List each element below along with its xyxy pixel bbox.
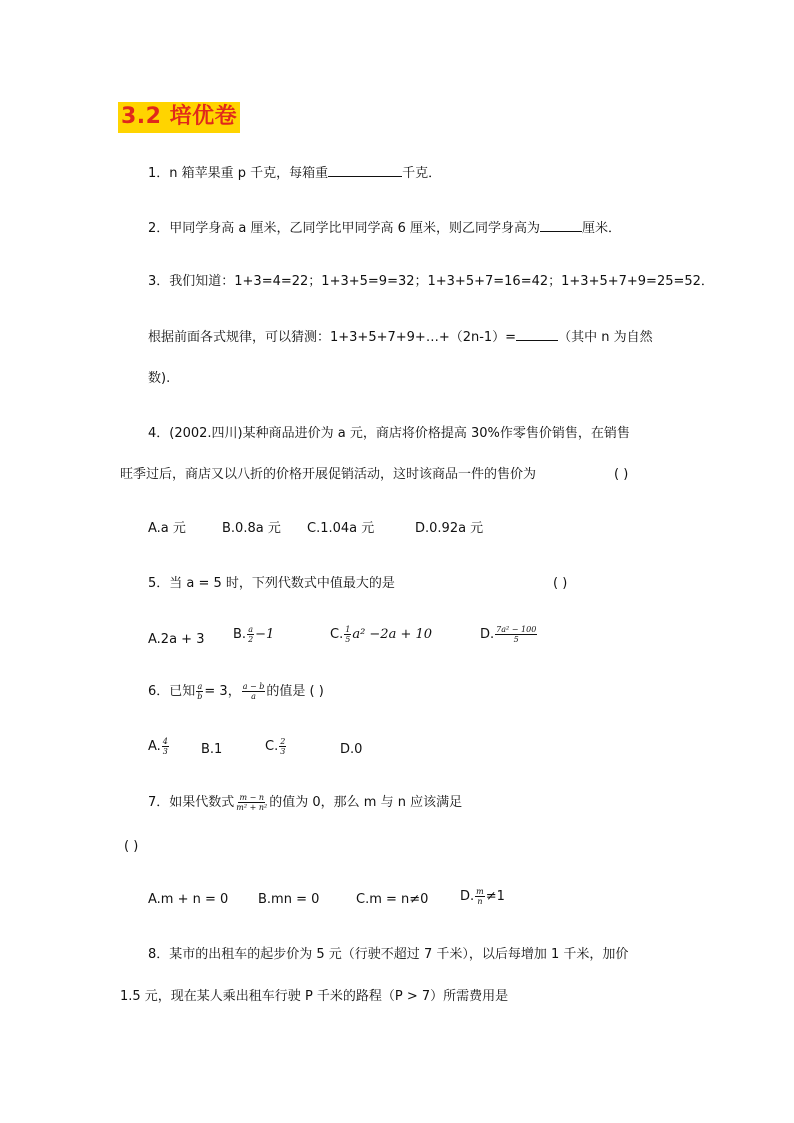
fraction: $\frac{m}{n}$ <box>476 887 484 906</box>
fraction: $\frac{a}{2}$ <box>248 625 254 644</box>
question-7-option-a[interactable]: A.m + n = 0 <box>148 892 229 907</box>
question-2-suffix: 厘米． <box>582 221 622 236</box>
question-4-option-a[interactable]: A.a 元 <box>148 521 186 536</box>
worksheet-title: 3.2 培优卷 <box>118 102 240 133</box>
question-5-option-d[interactable] <box>480 625 538 644</box>
question-3-line-3: 数). <box>148 371 171 386</box>
fraction: $\frac{\text{7a² − 100}}{5}$ <box>496 625 537 644</box>
question-8-line-1: 8．某市的出租车的起步价为 5 元（行驶不超过 7 千米），以后每增加 1 千米，加价 <box>148 947 629 962</box>
fraction: $\frac{m - n}{\text{m² + n²}}$ <box>236 793 268 812</box>
question-5-option-b[interactable]: B. $\frac{a}{2}$ −1 <box>233 625 275 644</box>
question-4-line-1: 4．(2002.四川)某种商品进价为 a 元，商店将价格提高 30%作零售价销售，在销售 <box>148 426 630 441</box>
question-4-option-d[interactable]: D.0.92a 元 <box>415 521 484 536</box>
answer-blank-2[interactable] <box>540 218 582 232</box>
question-4-option-b[interactable]: B.0.8a 元 <box>222 521 281 536</box>
answer-blank-3[interactable] <box>516 327 558 341</box>
question-1-text: 1．n 箱苹果重 p 千克，每箱重 <box>148 166 329 181</box>
question-4-answer-paren[interactable]: ( ) <box>614 467 629 482</box>
question-5-answer-paren[interactable]: ( ) <box>553 576 568 591</box>
question-3-suffix: （其中 n 为自然 <box>558 330 653 345</box>
fraction: $\frac{2}{3}$ <box>280 737 286 756</box>
question-3-line-1: 3．我们知道：1+3=4=22；1+3+5=9=32；1+3+5+7=16=42；1+3+5+7+9=25=52． <box>148 274 714 289</box>
question-4-option-c[interactable]: C.1.04a 元 <box>307 521 375 536</box>
question-8-line-2: 1.5 元，现在某人乘出租车行驶 P 千米的路程（P > 7）所需费用是 <box>120 989 509 1004</box>
fraction: $\frac{4}{3}$ <box>162 737 168 756</box>
question-3-text: 根据前面各式规律，可以猜测：1+3+5+7+9+…+（2n-1）= <box>148 330 517 345</box>
question-6-option-a[interactable]: A. $\frac{4}{3}$ <box>148 737 168 756</box>
question-7-option-c[interactable]: C.m = n≠0 <box>356 892 429 907</box>
question-2-text: 2．甲同学身高 a 厘米，乙同学比甲同学高 6 厘米，则乙同学身高为 <box>148 221 541 236</box>
question-2 <box>148 218 621 238</box>
question-6-stem: 6．已知 $\frac{a}{b}$ = 3， $\frac{a - b}{a}$ 的值是 ( ) <box>148 682 324 701</box>
answer-blank-1[interactable] <box>328 163 402 177</box>
option-label: B. <box>233 627 247 642</box>
question-7-option-b[interactable]: B.mn = 0 <box>258 892 320 907</box>
question-7-answer-paren[interactable]: ( ) <box>124 839 139 854</box>
fraction: $\frac{1}{5}$ <box>345 625 351 644</box>
question-1 <box>148 163 441 183</box>
question-7-option-d[interactable]: D. $\frac{m}{n}$ ≠1 <box>460 887 505 906</box>
question-3-line-2 <box>148 327 653 347</box>
question-4-line-2: 旺季过后，商店又以八折的价格开展促销活动，这时该商品一件的售价为 <box>120 467 537 482</box>
option-label: C. <box>330 627 344 642</box>
question-6-option-d[interactable]: D.0 <box>340 742 363 757</box>
fraction: $\frac{a - b}{a}$ <box>242 682 265 701</box>
question-5-stem: 5．当 a = 5 时，下列代数式中值最大的是 <box>148 576 395 591</box>
question-6-option-b[interactable]: B.1 <box>201 742 223 757</box>
question-7-stem: 7．如果代数式 $\frac{m - n}{\text{m² + n²}}$ 的值为 0，那么 m 与 n 应该满足 <box>148 793 463 812</box>
question-5-option-a[interactable]: A.2a + 3 <box>148 632 205 647</box>
option-label: D. <box>480 627 495 642</box>
fraction: $\frac{a}{b}$ <box>197 682 203 701</box>
question-6-option-c[interactable]: C. $\frac{2}{3}$ <box>265 737 286 756</box>
question-1-suffix: 千克． <box>402 166 442 181</box>
question-5-option-c[interactable]: C. $\frac{1}{5}$ a² −2a + 10 <box>330 625 433 644</box>
